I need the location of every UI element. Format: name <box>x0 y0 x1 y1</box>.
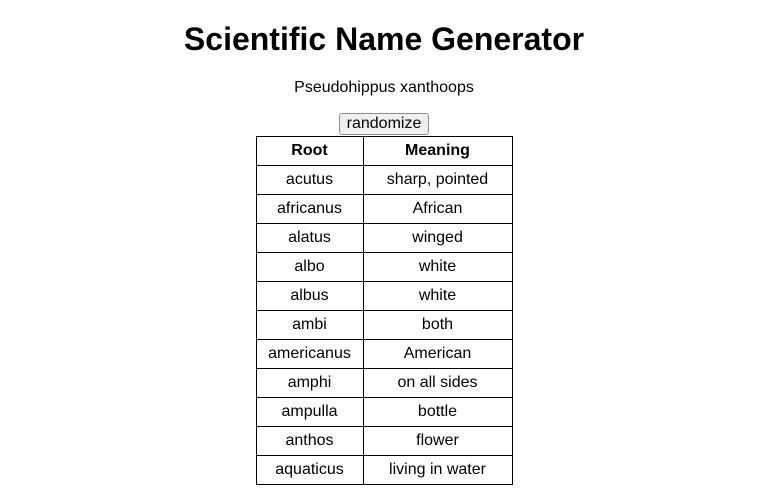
root-cell: albus <box>256 282 363 311</box>
table-row <box>256 166 512 195</box>
root-cell: albo <box>256 253 363 282</box>
meaning-cell: sharp, pointed <box>363 166 512 195</box>
table-head <box>256 137 512 166</box>
root-cell: amphi <box>256 369 363 398</box>
table-row <box>256 195 512 224</box>
root-cell: africanus <box>256 195 363 224</box>
roots-table <box>256 136 513 485</box>
root-cell: aquaticus <box>256 456 363 485</box>
table-header-row <box>256 137 512 166</box>
root-cell: alatus <box>256 224 363 253</box>
table-row <box>256 340 512 369</box>
table-row <box>256 224 512 253</box>
randomize-button[interactable]: randomize <box>339 113 430 135</box>
meaning-cell: both <box>363 311 512 340</box>
meaning-cell: living in water <box>363 456 512 485</box>
root-cell: acutus <box>256 166 363 195</box>
table-row <box>256 369 512 398</box>
table-row <box>256 427 512 456</box>
table-row <box>256 311 512 340</box>
meaning-cell: bottle <box>363 398 512 427</box>
meaning-cell: white <box>363 253 512 282</box>
meaning-cell: American <box>363 340 512 369</box>
page-title: Scientific Name Generator <box>183 21 585 57</box>
generated-name: Pseudohippus xanthoops <box>294 79 474 96</box>
table-row <box>256 398 512 427</box>
root-cell: ambi <box>256 311 363 340</box>
meaning-cell: African <box>363 195 512 224</box>
table-body <box>256 166 512 485</box>
page <box>0 21 768 485</box>
root-column-header: Root <box>256 137 363 166</box>
table-row <box>256 282 512 311</box>
root-cell: americanus <box>256 340 363 369</box>
table-row <box>256 253 512 282</box>
meaning-cell: flower <box>363 427 512 456</box>
root-cell: ampulla <box>256 398 363 427</box>
randomize-button-row <box>0 113 768 135</box>
meaning-cell: winged <box>363 224 512 253</box>
root-cell: anthos <box>256 427 363 456</box>
table-row <box>256 456 512 485</box>
meaning-cell: on all sides <box>363 369 512 398</box>
meaning-column-header: Meaning <box>363 137 512 166</box>
meaning-cell: white <box>363 282 512 311</box>
